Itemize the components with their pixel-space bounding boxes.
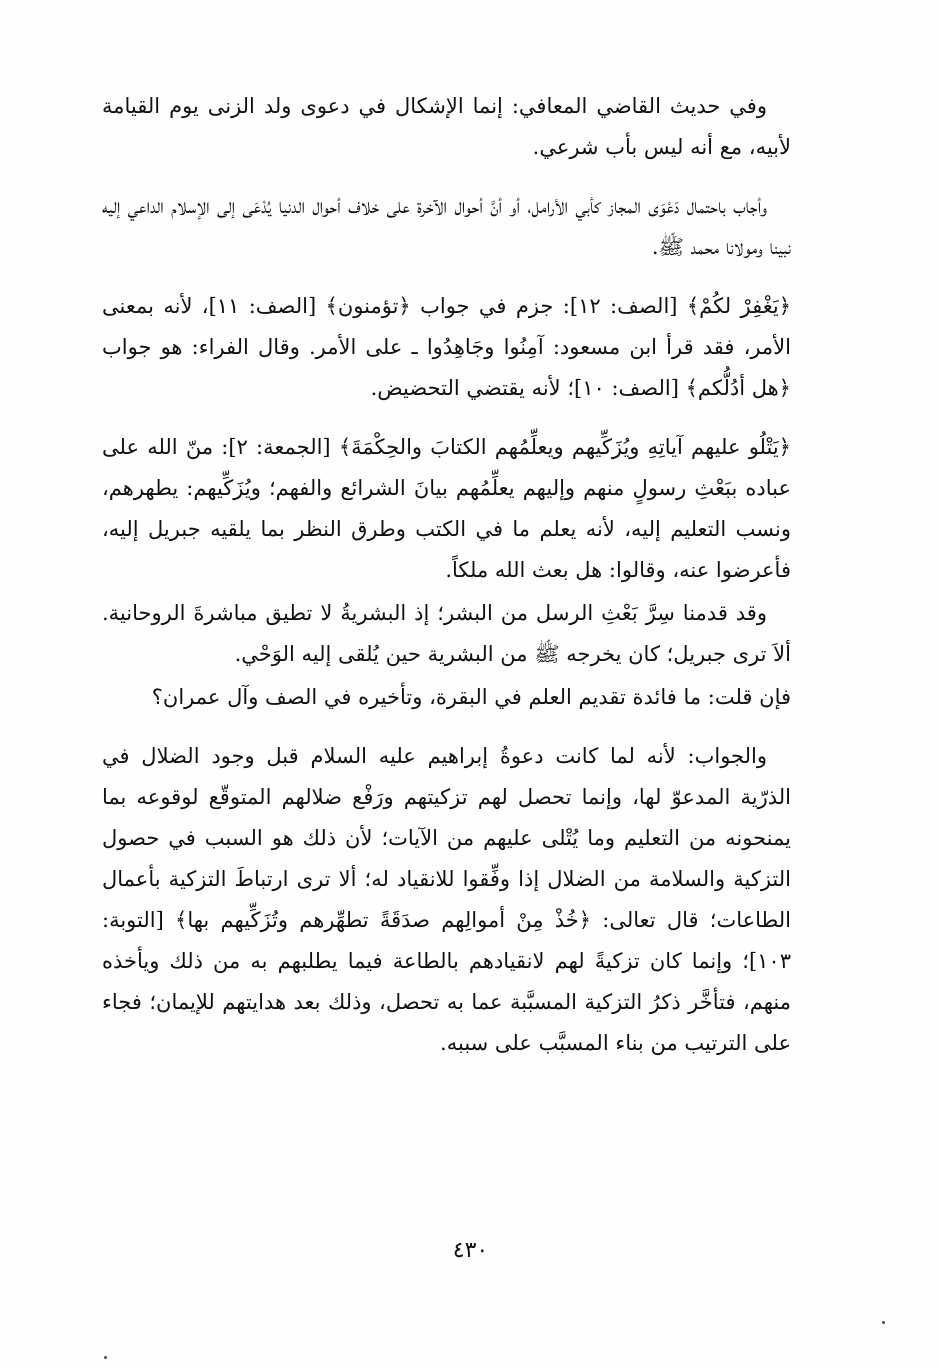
scan-speck <box>104 1356 107 1359</box>
paragraph-1: وفي حديث القاضي المعافي: إنما الإشكال في دعوى ولد الزنى يوم القيامة لأبيه، مع أنه ليس بأب شرعي. <box>102 94 791 159</box>
page-number: ٤٣٠ <box>452 1238 489 1263</box>
paragraph-7: والجواب: لأنه لما كانت دعوةُ إبراهيم عليه السلام قبل وجود الضلال في الذرّية المدعوّ لها، وإنما تحصل لهم تزكيتهم ورَفْع ضلالهم المتوقّع لوقوعه بما يمنحونه من التعليم وما يُتْلى عليهم من الآيات؛ لأن ذلك هو السبب في حصول التزكية والسلامة من الضلال إذا وفِّقوا للانقياد له؛ ألا ترى ارتباطَ التزكية بأعمال الطاعات؛ قال تعالى: ﴿خُذْ مِنْ أموالِهم صدَقَةً تطهِّرهم وتُزَكِّيهم بها﴾ [التوبة: ١٠٣]؛ وإنما كان تزكيةً لهم لانقيادهم بالطاعة فيما يطلبهم به من ذلك ويأخذه منهم، فتأخَّر ذكرُ التزكية المسبَّبة عما به تحصل، وذلك بعد هدايتهم للإيمان؛ فجاء على الترتيب من بناء المسبَّب على سببه. <box>102 744 791 1055</box>
paragraph-5: وقد قدمنا سِرَّ بَعْثِ الرسل من البشر؛ إذ البشريةُ لا تطيق مباشرةَ الروحانية. ألاَ ترى جبريل؛ كان يخرجه ﷺ من البشرية حين يُلقى إليه الوَحْي. <box>102 601 791 666</box>
paragraph-6: فإن قلت: ما فائدة تقديم العلم في البقرة، وتأخيره في الصف وآل عمران؟ <box>151 685 791 709</box>
paragraph-2: وأجاب باحتمال دَعْوَى المجاز كأبي الأرامل، أو أنَّ أحوال الآخرة على خلاف أحوال الدنيا يُدْعَى إلى الإسلام الداعي إليه نبينا ومولانا محمد ﷺ. <box>102 194 791 259</box>
main-text <box>102 86 791 1082</box>
paragraph-4: ﴿يَتْلُو عليهم آياتِهِ ويُزَكِّيهم ويعلِّمُهم الكتابَ والحِكْمَةَ﴾ [الجمعة: ٢]: منّ الله على عباده ببَعْثِ رسولٍ منهم وإليهم يعلِّمُهم بيانَ الشرائع والفهم؛ ويُزَكِّيهم: يطهرهم، ونسب التعليم إليه، لأنه يعلم ما في الكتب وطرق النظر بما يلقيه جبريل إليه، فأعرضوا عنه، وقالوا: هل بعث الله ملكاً. <box>102 435 791 582</box>
paragraph-3: ﴿يَغْفِرْ لكُمْ﴾ [الصف: ١٢]: جزم في جواب ﴿تؤمنون﴾ [الصف: ١١]، لأنه بمعنى الأمر، فقد قرأ ابن مسعود: آمِنُوا وجَاهِدُوا ـ على الأمر. وقال الفراء: هو جواب ﴿هل أدُلُّكم﴾ [الصف: ١٠]؛ لأنه يقتضي التحضيض. <box>102 294 792 400</box>
scan-speck <box>882 1321 885 1324</box>
